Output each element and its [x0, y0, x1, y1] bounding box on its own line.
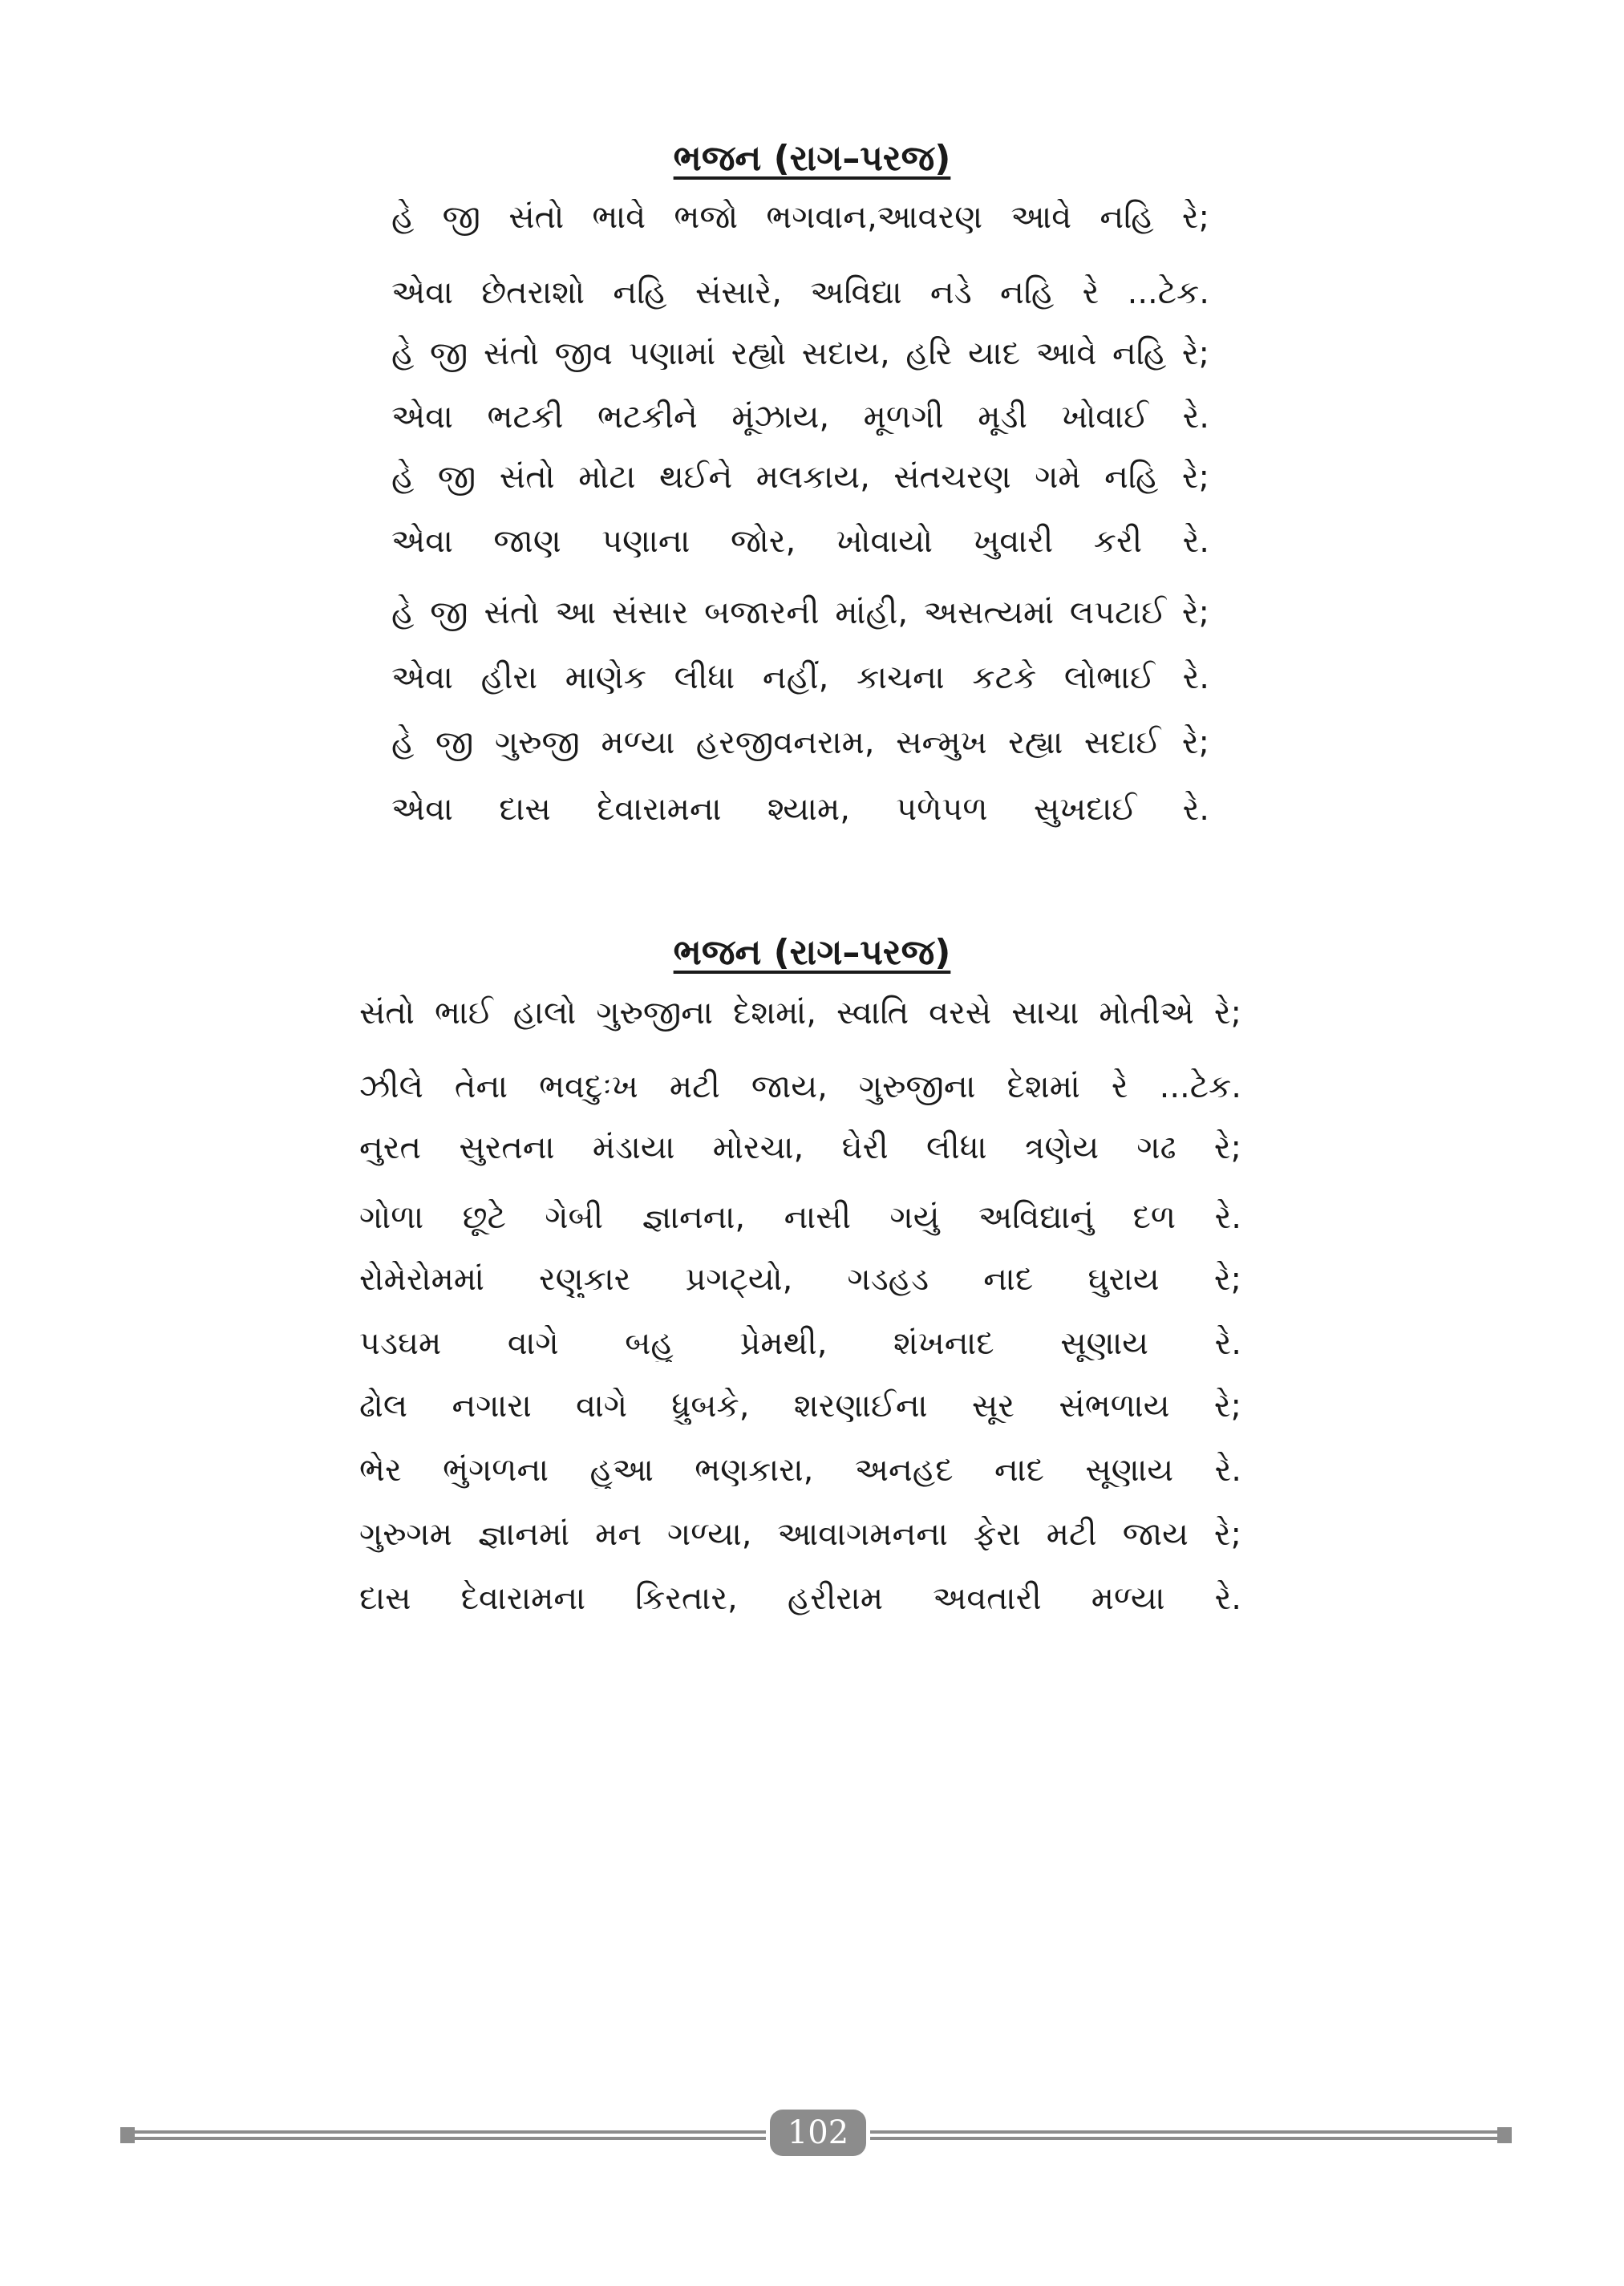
verse-line: ઝીલે તેના ભવદુઃખ મટી જાય, ગુરુજીના દેશમાં રે ...ટેક.: [359, 1068, 1241, 1105]
footer-rule-left: [120, 2130, 766, 2140]
verse-line: પડઘમ વાગે બહુ પ્રેમથી, શંખનાદ સૂણાય રે.: [359, 1325, 1241, 1362]
verse-line: હે જી સંતો ભાવે ભજો ભગવાન,આવરણ આવે નહિ રે;: [391, 199, 1209, 236]
verse-line: ગુરુગમ જ્ઞાનમાં મન ગળ્યા, આવાગમનના ફેરા મટી જાય રે;: [359, 1516, 1241, 1553]
verse-line: એવા ભટકી ભટકીને મૂંઝાય, મૂળગી મૂડી ખોવાઈ રે.: [391, 399, 1209, 436]
page-footer: [120, 2110, 1512, 2158]
verse-line: હે જી સંતો જીવ પણામાં રહ્યો સદાય, હરિ યાદ આવે નહિ રે;: [391, 335, 1209, 372]
footer-rule-right: [870, 2130, 1512, 2140]
verse-line: હે જી સંતો મોટા થઈને મલકાય, સંતચરણ ગમે નહિ રે;: [391, 459, 1209, 496]
verse-line: દાસ દેવારામના કિરતાર, હરીરામ અવતારી મળ્યા રે.: [359, 1580, 1241, 1617]
footer-rule-cap-right: [1497, 2127, 1512, 2143]
verse-line: ઢોલ નગારા વાગે ધ્રુબકે, શરણાઈના સૂર સંભળાય રે;: [359, 1388, 1241, 1425]
page-number: 102: [770, 2110, 866, 2156]
bhajan-title-2: ભજન (રાગ–પરજ): [673, 932, 951, 973]
verse-line: નુરત સુરતના મંડાયા મોરચા, ઘેરી લીધા ત્રણેય ગઢ રે;: [359, 1129, 1241, 1166]
verse-line: એવા જાણ પણાના જોર, ખોવાયો ખુવારી કરી રે.: [391, 523, 1209, 560]
verse-line: એવા છેતરાશો નહિ સંસારે, અવિદ્યા નડે નહિ રે ...ટેક.: [391, 274, 1209, 311]
verse-line: સંતો ભાઈ હાલો ગુરુજીના દેશમાં, સ્વાતિ વરસે સાચા મોતીએ રે;: [359, 995, 1241, 1032]
verse-line: ગોળા છૂટે ગેબી જ્ઞાનના, નાસી ગયું અવિદ્યાનું દળ રે.: [359, 1199, 1241, 1236]
verse-line: રોમેરોમમાં રણુકાર પ્રગટ્યો, ગડહડ નાદ ઘુરાય રે;: [359, 1261, 1241, 1298]
verse-line: ભેર ભુંગળના હુઆ ભણકારા, અનહદ નાદ સૂણાય રે.: [359, 1452, 1241, 1489]
verse-line: એવા હીરા માણેક લીધા નહીં, કાચના કટકે લોભાઈ રે.: [391, 659, 1209, 696]
verse-line: હે જી સંતો આ સંસાર બજારની માંહી, અસત્યમાં લપટાઈ રે;: [391, 594, 1209, 631]
verse-line: એવા દાસ દેવારામના શ્યામ, પળેપળ સુખદાઈ રે.: [391, 791, 1209, 828]
bhajan-title-1: ભજન (રાગ–પરજ): [673, 138, 951, 179]
footer-rule-cap-left: [120, 2127, 135, 2143]
verse-line: હે જી ગુરુજી મળ્યા હરજીવનરામ, સન્મુખ રહ્યા સદાઈ રે;: [391, 724, 1209, 761]
